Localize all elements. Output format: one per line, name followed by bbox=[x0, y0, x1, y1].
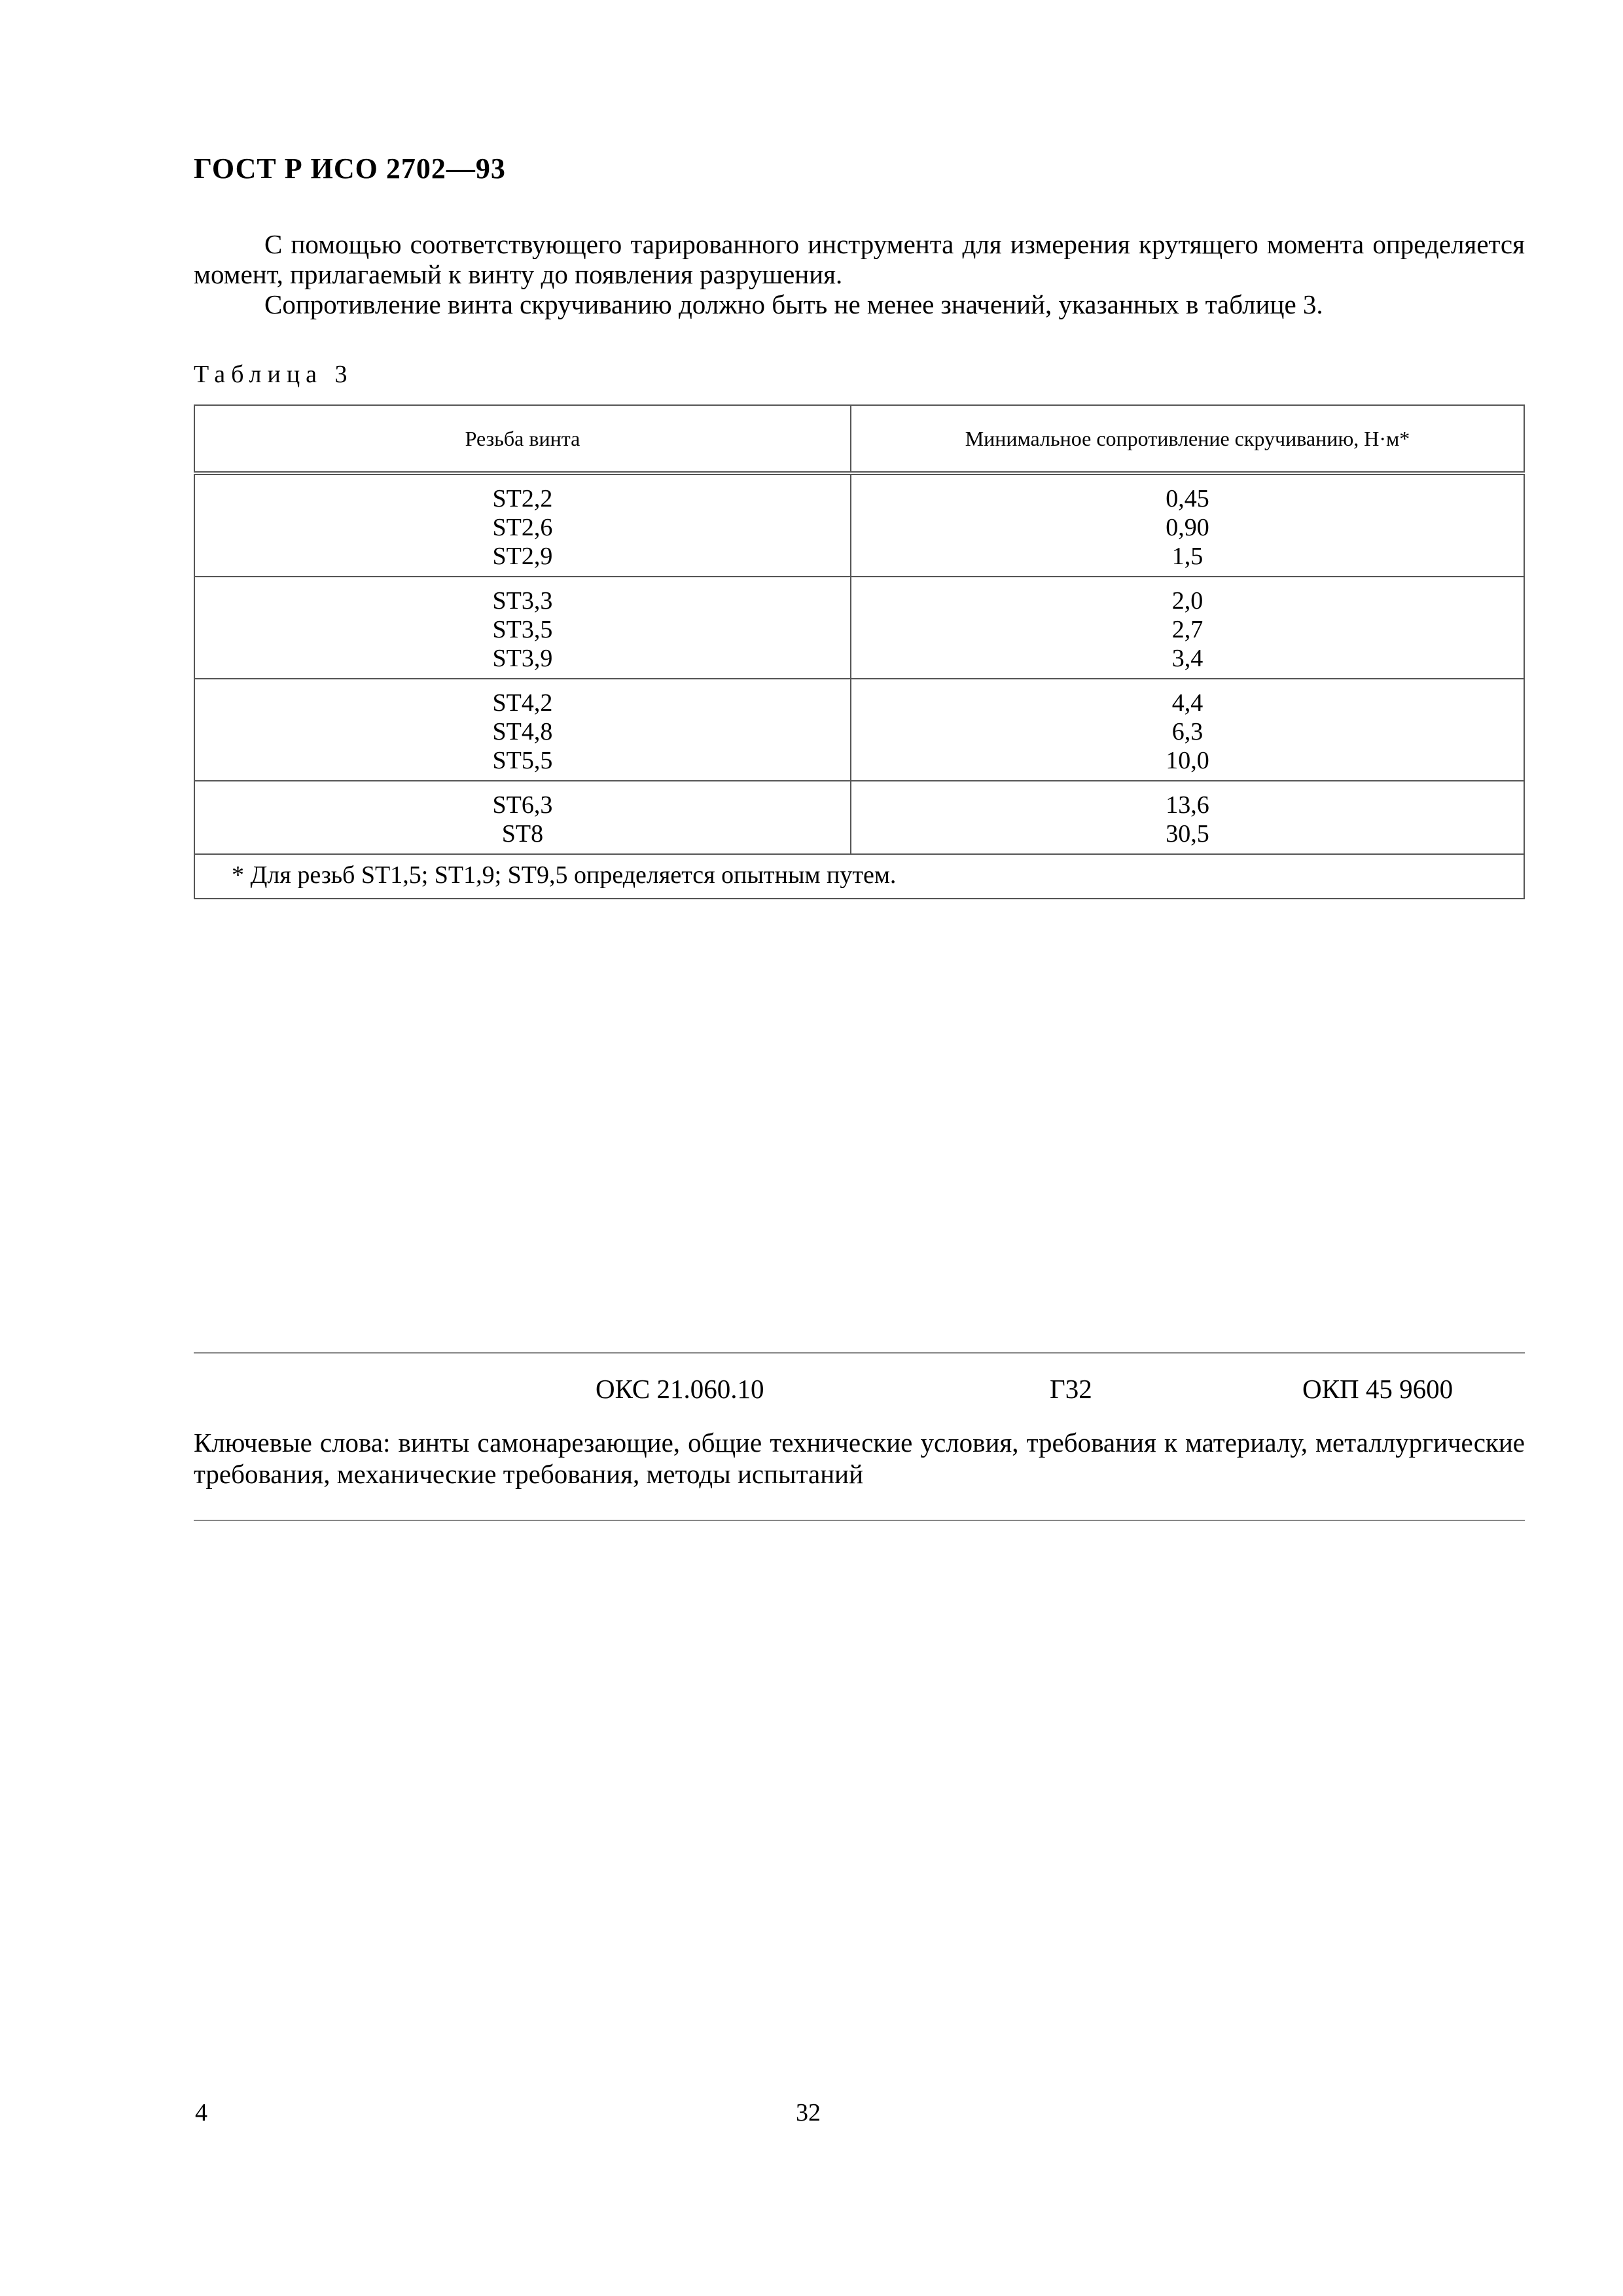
thread-cell bbox=[194, 577, 851, 679]
keywords: Ключевые слова: винты самонарезающие, общие технические условия, требования к материалу, металлургические требования, механические требования, методы испытаний bbox=[194, 1427, 1525, 1489]
divider-bottom bbox=[194, 1520, 1525, 1521]
thread-size: ST4,8 bbox=[492, 718, 553, 745]
torque-value: 6,3 bbox=[1171, 718, 1204, 745]
torque-value: 4,4 bbox=[1171, 689, 1204, 717]
header-torque: Минимальное сопротивление скручиванию, Н·м* bbox=[851, 405, 1524, 473]
thread-size: ST2,6 bbox=[492, 514, 553, 541]
paragraph-2: Сопротивление винта скручиванию должно быть не менее значений, указанных в таблице 3. bbox=[264, 289, 1323, 319]
table-footnote-row bbox=[194, 854, 1524, 899]
thread-size: ST6,3 bbox=[492, 791, 553, 819]
paragraph-1: С помощью соответствующего тарированного инструмента для измерения крутящего момента определяется момент, прилагаемый к винту до появления разрушения. bbox=[194, 229, 1525, 289]
torque-cell bbox=[851, 679, 1524, 781]
thread-size: ST3,3 bbox=[492, 587, 553, 615]
thread-size: ST3,5 bbox=[492, 616, 553, 643]
torque-value: 2,0 bbox=[1171, 587, 1204, 615]
torque-value: 30,5 bbox=[1166, 820, 1209, 848]
body-text bbox=[194, 229, 1525, 319]
thread-size: ST4,2 bbox=[492, 689, 553, 717]
torque-value: 1,5 bbox=[1171, 543, 1204, 570]
torque-value: 10,0 bbox=[1166, 747, 1209, 774]
torque-value: 13,6 bbox=[1166, 791, 1209, 819]
thread-size: ST3,9 bbox=[492, 645, 553, 672]
document-header: ГОСТ Р ИСО 2702—93 bbox=[194, 152, 506, 185]
thread-cell bbox=[194, 781, 851, 854]
divider-top bbox=[194, 1352, 1525, 1354]
table-row bbox=[194, 781, 1524, 854]
torque-value: 0,45 bbox=[1166, 485, 1209, 512]
torque-cell bbox=[851, 473, 1524, 577]
group-code: Г32 bbox=[1050, 1374, 1092, 1404]
torque-table bbox=[194, 404, 1525, 899]
page-number-center: 32 bbox=[796, 2099, 821, 2126]
table-caption: Таблица 3 bbox=[194, 361, 353, 388]
torque-value: 2,7 bbox=[1171, 616, 1204, 643]
torque-cell bbox=[851, 781, 1524, 854]
oks-code: ОКС 21.060.10 bbox=[596, 1374, 764, 1404]
torque-value: 3,4 bbox=[1171, 645, 1204, 672]
okp-code: ОКП 45 9600 bbox=[1302, 1374, 1454, 1404]
thread-size: ST8 bbox=[501, 820, 544, 848]
thread-cell bbox=[194, 473, 851, 577]
table-footnote: * Для резьб ST1,5; ST1,9; ST9,5 определяется опытным путем. bbox=[194, 854, 1524, 899]
header-thread: Резьба винта bbox=[194, 405, 851, 473]
thread-size: ST5,5 bbox=[492, 747, 553, 774]
page-number-left: 4 bbox=[195, 2099, 207, 2126]
table-header-row bbox=[194, 405, 1524, 473]
torque-value: 0,90 bbox=[1166, 514, 1209, 541]
table-row bbox=[194, 473, 1524, 577]
table-row bbox=[194, 679, 1524, 781]
table-row bbox=[194, 577, 1524, 679]
thread-size: ST2,9 bbox=[492, 543, 553, 570]
thread-size: ST2,2 bbox=[492, 485, 553, 512]
thread-cell bbox=[194, 679, 851, 781]
torque-cell bbox=[851, 577, 1524, 679]
